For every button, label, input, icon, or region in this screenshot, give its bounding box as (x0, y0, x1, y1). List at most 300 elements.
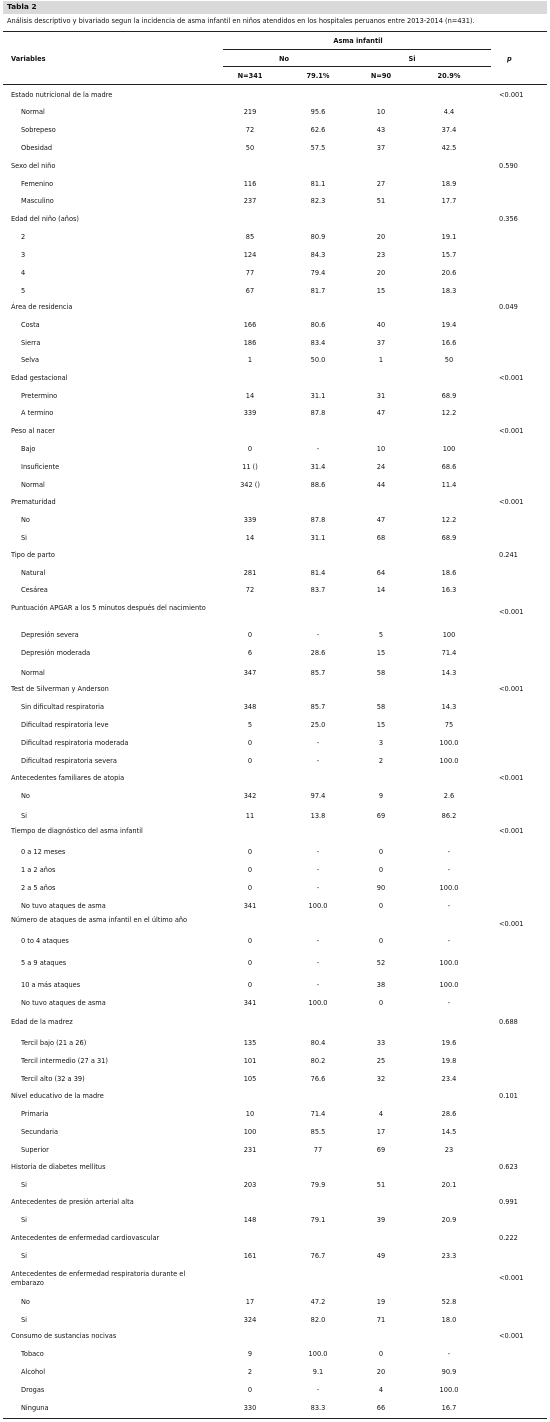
cell-n-no: 281 (243, 569, 257, 577)
header-bottom-rule (3, 84, 547, 85)
cell-n-no: 124 (243, 251, 257, 259)
cell-pct-no: 76.7 (310, 1252, 326, 1260)
cell-n-si: 0 (378, 866, 384, 874)
cell-n-si: 25 (376, 1057, 386, 1065)
row-label: Ninguna (21, 1404, 49, 1412)
cell-pct-si: 11.4 (441, 481, 457, 489)
top-rule (3, 31, 547, 32)
cell-pct-si: 23 (444, 1146, 454, 1154)
cell-pct-si: 19.8 (441, 1057, 457, 1065)
row-label: 5 a 9 ataques (21, 959, 67, 967)
cell-n-no: 203 (243, 1181, 257, 1189)
cell-n-no: 148 (243, 1216, 257, 1224)
cell-n-no: 14 (245, 392, 255, 400)
cell-pct-no: 100.0 (308, 999, 328, 1007)
cell-n-si: 52 (376, 959, 386, 967)
cell-pct-no: 81.4 (310, 569, 326, 577)
section-label: Estado nutricional de la madre (11, 91, 113, 99)
cell-n-si: 49 (376, 1252, 386, 1260)
cell-n-si: 90 (376, 884, 386, 892)
subheader-rule (223, 66, 491, 67)
row-label: Femenino (21, 180, 54, 188)
cell-pct-si: 12.2 (441, 516, 457, 524)
cell-n-si: 64 (376, 569, 386, 577)
cell-n-si: 14 (376, 586, 386, 594)
cell-n-si: 27 (376, 180, 386, 188)
cell-pct-si: 14.5 (441, 1128, 457, 1136)
cell-n-si: 40 (376, 321, 386, 329)
cell-pct-no: - (316, 848, 320, 856)
cell-n-si: 43 (376, 126, 386, 134)
row-label: 10 a más ataques (21, 981, 81, 989)
cell-pct-si: 71.4 (441, 649, 457, 657)
cell-pct-si: 19.1 (441, 233, 457, 241)
cell-pct-no: 97.4 (310, 792, 326, 800)
cell-n-no: 0 (247, 884, 253, 892)
section-label: Tiempo de diagnóstico del asma infantil (11, 827, 143, 835)
cell-n-no: 161 (243, 1252, 257, 1260)
cell-pct-si: 16.3 (441, 586, 457, 594)
p-value: <0.001 (499, 427, 524, 435)
variables-header: Variables (11, 55, 46, 63)
asma-infantil-header: Asma infantil (333, 37, 383, 45)
cell-pct-si: 14.3 (441, 669, 457, 677)
cell-n-si: 15 (376, 721, 386, 729)
cell-n-no: 0 (247, 937, 253, 945)
row-label: Masculino (21, 197, 54, 205)
section-label: Edad de la madrez (11, 1018, 73, 1026)
p-value: <0.001 (499, 1274, 524, 1282)
cell-pct-no: 80.9 (310, 233, 326, 241)
cell-pct-no: 71.4 (310, 1110, 326, 1118)
row-label: Depresión moderada (21, 649, 91, 657)
cell-n-no: 342 () (240, 481, 260, 489)
row-label: 2 a 5 años (21, 884, 56, 892)
row-label: A termino (21, 409, 54, 417)
cell-n-no: 0 (247, 981, 253, 989)
cell-pct-si: 68.9 (441, 534, 457, 542)
cell-pct-si: 16.6 (441, 339, 457, 347)
cell-n-no: 219 (243, 108, 257, 116)
row-label: Dificultad respiratoria severa (21, 757, 117, 765)
row-label: Tercil bajo (21 a 26) (21, 1039, 87, 1047)
cell-n-no: 0 (247, 757, 253, 765)
cell-pct-no: 87.8 (310, 516, 326, 524)
cell-n-si: 23 (376, 251, 386, 259)
cell-n-no: 85 (245, 233, 255, 241)
cell-pct-no: - (316, 981, 320, 989)
p-value: 0.356 (499, 215, 518, 223)
row-label: 0 a 12 meses (21, 848, 66, 856)
cell-pct-no: 95.6 (310, 108, 326, 116)
cell-n-si: 4 (378, 1386, 384, 1394)
row-label: Tercil alto (32 a 39) (21, 1075, 85, 1083)
cell-pct-no: 77 (313, 1146, 323, 1154)
cell-pct-no: 84.3 (310, 251, 326, 259)
section-label: Prematuridad (11, 498, 56, 506)
cell-pct-no: - (316, 866, 320, 874)
cell-n-si: 44 (376, 481, 386, 489)
cell-n-no: 14 (245, 534, 255, 542)
cell-n-si: 20 (376, 269, 386, 277)
cell-n-si: 20 (376, 233, 386, 241)
cell-n-si: 37 (376, 339, 386, 347)
row-label: 2 (21, 233, 26, 241)
p-value: 0.623 (499, 1163, 518, 1171)
cell-pct-no: 80.6 (310, 321, 326, 329)
cell-pct-no: 85.5 (310, 1128, 326, 1136)
cell-n-si: 20 (376, 1368, 386, 1376)
cell-pct-si: 23.3 (441, 1252, 457, 1260)
cell-pct-si: 90.9 (441, 1368, 457, 1376)
cell-n-si: 0 (378, 902, 384, 910)
p-value: 0.222 (499, 1234, 518, 1242)
section-label: Tipo de parto (11, 551, 55, 559)
cell-pct-no: - (316, 1386, 320, 1394)
cell-pct-si: - (447, 999, 451, 1007)
cell-n-no: 342 (243, 792, 257, 800)
p-value: 0.049 (499, 303, 518, 311)
row-label: Bajo (21, 445, 36, 453)
section-label: Área de residencia (11, 303, 73, 311)
cell-pct-no: 79.4 (310, 269, 326, 277)
row-label: Si (21, 812, 28, 820)
cell-pct-si: 20.9 (441, 1216, 457, 1224)
no-header: No (278, 55, 290, 63)
row-label: Si (21, 1316, 28, 1324)
cell-pct-si: 20.6 (441, 269, 457, 277)
cell-n-no: 1 (247, 356, 253, 364)
pct-si-header: 20.9% (437, 72, 461, 80)
cell-pct-no: 88.6 (310, 481, 326, 489)
row-label: Primaria (21, 1110, 49, 1118)
cell-pct-no: 79.9 (310, 1181, 326, 1189)
cell-n-no: 67 (245, 287, 255, 295)
cell-n-si: 1 (378, 356, 384, 364)
cell-pct-no: - (316, 445, 320, 453)
cell-n-si: 58 (376, 703, 386, 711)
cell-n-no: 186 (243, 339, 257, 347)
row-label: Dificultad respiratoria moderada (21, 739, 129, 747)
cell-pct-si: 18.3 (441, 287, 457, 295)
cell-n-si: 51 (376, 1181, 386, 1189)
section-label: Antecedentes de presión arterial alta (11, 1198, 134, 1206)
cell-n-no: 6 (247, 649, 253, 657)
cell-n-no: 11 (245, 812, 255, 820)
p-value: 0.991 (499, 1198, 518, 1206)
cell-pct-no: 100.0 (308, 902, 328, 910)
table-label: Tabla 2 (7, 2, 37, 11)
cell-n-si: 0 (378, 1350, 384, 1358)
cell-pct-no: 85.7 (310, 703, 326, 711)
cell-n-no: 348 (243, 703, 257, 711)
cell-pct-si: 100.0 (439, 757, 459, 765)
row-label: 5 (21, 287, 26, 295)
cell-pct-no: 47.2 (310, 1298, 326, 1306)
cell-n-si: 9 (378, 792, 384, 800)
row-label: Si (21, 1181, 28, 1189)
cell-n-si: 3 (378, 739, 384, 747)
cell-pct-no: 81.1 (310, 180, 326, 188)
row-label: Alcohol (21, 1368, 46, 1376)
table-caption: Análisis descriptivo y bivariado segun la incidencia de asma infantil en niños atendidos en los hospitales peruanos entre 2013-2014 (n=431). (7, 17, 475, 25)
row-label: Pretermino (21, 392, 58, 400)
cell-pct-si: 16.7 (441, 1404, 457, 1412)
cell-n-no: 11 () (242, 463, 258, 471)
cell-pct-si: 100.0 (439, 1386, 459, 1394)
cell-n-no: 72 (245, 126, 255, 134)
cell-n-no: 72 (245, 586, 255, 594)
cell-n-si: 19 (376, 1298, 386, 1306)
section-label: Sexo del niño (11, 162, 56, 170)
si-header: Si (408, 55, 416, 63)
cell-pct-si: 17.7 (441, 197, 457, 205)
cell-pct-si: 75 (444, 721, 454, 729)
cell-n-si: 4 (378, 1110, 384, 1118)
row-label: Selva (21, 356, 40, 364)
p-value: <0.001 (499, 920, 524, 928)
cell-pct-si: 42.5 (441, 144, 457, 152)
cell-pct-si: 19.4 (441, 321, 457, 329)
cell-pct-si: 18.9 (441, 180, 457, 188)
p-value: <0.001 (499, 774, 524, 782)
section-label: Peso al nacer (11, 427, 55, 435)
cell-pct-no: - (316, 631, 320, 639)
cell-n-no: 50 (245, 144, 255, 152)
cell-pct-no: 83.4 (310, 339, 326, 347)
cell-pct-no: 76.6 (310, 1075, 326, 1083)
section-label: Consumo de sustancias nocivas (11, 1332, 117, 1340)
row-label: No tuvo ataques de asma (21, 902, 106, 910)
cell-n-no: 0 (247, 631, 253, 639)
p-value: <0.001 (499, 827, 524, 835)
cell-n-no: 341 (243, 999, 257, 1007)
cell-n-si: 2 (378, 757, 384, 765)
cell-n-si: 0 (378, 937, 384, 945)
row-label: No (21, 1298, 30, 1306)
p-value: <0.001 (499, 685, 524, 693)
cell-n-si: 69 (376, 1146, 386, 1154)
section-label: Puntuación APGAR a los 5 minutos después del nacimiento (11, 604, 206, 612)
cell-n-si: 37 (376, 144, 386, 152)
cell-pct-no: 57.5 (310, 144, 326, 152)
row-label: No (21, 792, 30, 800)
cell-pct-si: 37.4 (441, 126, 457, 134)
cell-pct-si: 100.0 (439, 959, 459, 967)
cell-n-no: 347 (243, 669, 257, 677)
cell-n-no: 9 (247, 1350, 253, 1358)
cell-n-si: 47 (376, 409, 386, 417)
cell-pct-si: - (447, 1350, 451, 1358)
cell-n-no: 339 (243, 516, 257, 524)
row-label: Cesárea (21, 586, 48, 594)
cell-pct-no: 87.8 (310, 409, 326, 417)
row-label: 3 (21, 251, 26, 259)
row-label: No (21, 516, 30, 524)
row-label: 0 to 4 ataques (21, 937, 69, 945)
row-label: Tobaco (21, 1350, 44, 1358)
cell-n-no: 0 (247, 866, 253, 874)
cell-pct-si: 19.6 (441, 1039, 457, 1047)
cell-pct-si: 100.0 (439, 739, 459, 747)
cell-pct-si: 15.7 (441, 251, 457, 259)
row-label: No tuvo ataques de asma (21, 999, 106, 1007)
row-label: 1 a 2 años (21, 866, 56, 874)
cell-pct-no: 31.4 (310, 463, 326, 471)
cell-n-no: 105 (243, 1075, 257, 1083)
cell-n-no: 17 (245, 1298, 255, 1306)
cell-n-no: 5 (247, 721, 253, 729)
cell-pct-no: 9.1 (312, 1368, 324, 1376)
cell-pct-no: 81.7 (310, 287, 326, 295)
section-label: Edad del niño (años) (11, 215, 79, 223)
cell-pct-no: - (316, 757, 320, 765)
p-value: <0.001 (499, 374, 524, 382)
p-value: 0.241 (499, 551, 518, 559)
cell-pct-no: 85.7 (310, 669, 326, 677)
cell-n-si: 15 (376, 287, 386, 295)
cell-n-si: 69 (376, 812, 386, 820)
cell-n-no: 330 (243, 1404, 257, 1412)
pct-no-header: 79.1% (306, 72, 330, 80)
cell-n-no: 0 (247, 739, 253, 747)
section-label: Edad gestacional (11, 374, 68, 382)
cell-pct-si: 68.6 (441, 463, 457, 471)
cell-pct-si: - (447, 937, 451, 945)
row-label: Secundaria (21, 1128, 59, 1136)
row-label: Normal (21, 669, 45, 677)
section-label: Número de ataques de asma infantil en el último año (11, 916, 188, 924)
p-value: 0.101 (499, 1092, 518, 1100)
cell-pct-si: - (447, 902, 451, 910)
cell-pct-si: 68.9 (441, 392, 457, 400)
cell-n-no: 0 (247, 959, 253, 967)
row-label: Costa (21, 321, 40, 329)
cell-pct-si: 100.0 (439, 884, 459, 892)
cell-pct-si: - (447, 866, 451, 874)
section-label: Antecedentes de enfermedad cardiovascular (11, 1234, 160, 1242)
cell-n-si: 15 (376, 649, 386, 657)
cell-n-si: 39 (376, 1216, 386, 1224)
cell-pct-si: 23.4 (441, 1075, 457, 1083)
cell-pct-no: - (316, 959, 320, 967)
cell-n-no: 100 (243, 1128, 257, 1136)
cell-n-si: 47 (376, 516, 386, 524)
row-label: Depresión severa (21, 631, 79, 639)
cell-pct-si: - (447, 848, 451, 856)
cell-n-no: 0 (247, 445, 253, 453)
n-si-header: N=90 (370, 72, 392, 80)
cell-n-si: 24 (376, 463, 386, 471)
cell-pct-no: 79.1 (310, 1216, 326, 1224)
cell-n-si: 58 (376, 669, 386, 677)
cell-n-no: 231 (243, 1146, 257, 1154)
cell-n-no: 2 (247, 1368, 253, 1376)
row-label: 4 (21, 269, 26, 277)
row-label: Superior (21, 1146, 49, 1154)
row-label: Drogas (21, 1386, 45, 1394)
cell-pct-no: 80.2 (310, 1057, 326, 1065)
cell-n-no: 324 (243, 1316, 257, 1324)
cell-n-no: 166 (243, 321, 257, 329)
cell-n-si: 10 (376, 108, 386, 116)
cell-pct-no: 80.4 (310, 1039, 326, 1047)
cell-n-no: 10 (245, 1110, 255, 1118)
cell-n-si: 5 (378, 631, 384, 639)
row-label: Normal (21, 108, 45, 116)
cell-pct-si: 52.8 (441, 1298, 457, 1306)
cell-pct-si: 20.1 (441, 1181, 457, 1189)
cell-n-no: 77 (245, 269, 255, 277)
row-label: Insuficiente (21, 463, 60, 471)
cell-pct-no: 83.3 (310, 1404, 326, 1412)
cell-n-no: 0 (247, 1386, 253, 1394)
cell-n-no: 0 (247, 848, 253, 856)
cell-n-no: 237 (243, 197, 257, 205)
row-label: Si (21, 1216, 28, 1224)
cell-pct-no: 82.0 (310, 1316, 326, 1324)
cell-n-no: 101 (243, 1057, 257, 1065)
cell-pct-no: 25.0 (310, 721, 326, 729)
cell-pct-no: 62.6 (310, 126, 326, 134)
row-label: Tercil intermedio (27 a 31) (21, 1057, 108, 1065)
cell-pct-si: 100 (442, 631, 456, 639)
cell-pct-si: 28.6 (441, 1110, 457, 1118)
group-rule (223, 49, 491, 50)
cell-pct-si: 18.6 (441, 569, 457, 577)
row-label: Si (21, 1252, 28, 1260)
cell-n-si: 31 (376, 392, 386, 400)
p-value: <0.001 (499, 1332, 524, 1340)
p-value: <0.001 (499, 498, 524, 506)
cell-n-si: 0 (378, 848, 384, 856)
row-label: Sierra (21, 339, 41, 347)
cell-pct-no: - (316, 937, 320, 945)
cell-n-si: 38 (376, 981, 386, 989)
row-label: Dificultad respiratoria leve (21, 721, 109, 729)
cell-n-no: 135 (243, 1039, 257, 1047)
bottom-rule (3, 1418, 547, 1419)
p-header: p (507, 55, 512, 63)
cell-pct-no: 100.0 (308, 1350, 328, 1358)
cell-pct-no: 13.8 (310, 812, 326, 820)
cell-n-si: 68 (376, 534, 386, 542)
cell-n-si: 51 (376, 197, 386, 205)
cell-pct-si: 100 (442, 445, 456, 453)
cell-pct-no: 31.1 (310, 392, 326, 400)
section-label: Historia de diabetes mellitus (11, 1163, 106, 1171)
cell-n-no: 341 (243, 902, 257, 910)
section-label: Antecedentes familiares de atopia (11, 774, 125, 782)
cell-pct-no: - (316, 884, 320, 892)
cell-pct-no: 83.7 (310, 586, 326, 594)
section-label: Test de Silverman y Anderson (11, 685, 109, 693)
p-value: <0.001 (499, 91, 524, 99)
cell-pct-no: 31.1 (310, 534, 326, 542)
cell-n-si: 32 (376, 1075, 386, 1083)
p-value: 0.590 (499, 162, 518, 170)
cell-n-si: 17 (376, 1128, 386, 1136)
row-label: Normal (21, 481, 45, 489)
cell-pct-si: 12.2 (441, 409, 457, 417)
table-title-band (3, 1, 547, 14)
cell-pct-no: 28.6 (310, 649, 326, 657)
cell-n-no: 339 (243, 409, 257, 417)
cell-pct-si: 50 (444, 356, 454, 364)
cell-pct-no: 50.0 (310, 356, 326, 364)
cell-n-si: 0 (378, 999, 384, 1007)
n-no-header: N=341 (237, 72, 263, 80)
